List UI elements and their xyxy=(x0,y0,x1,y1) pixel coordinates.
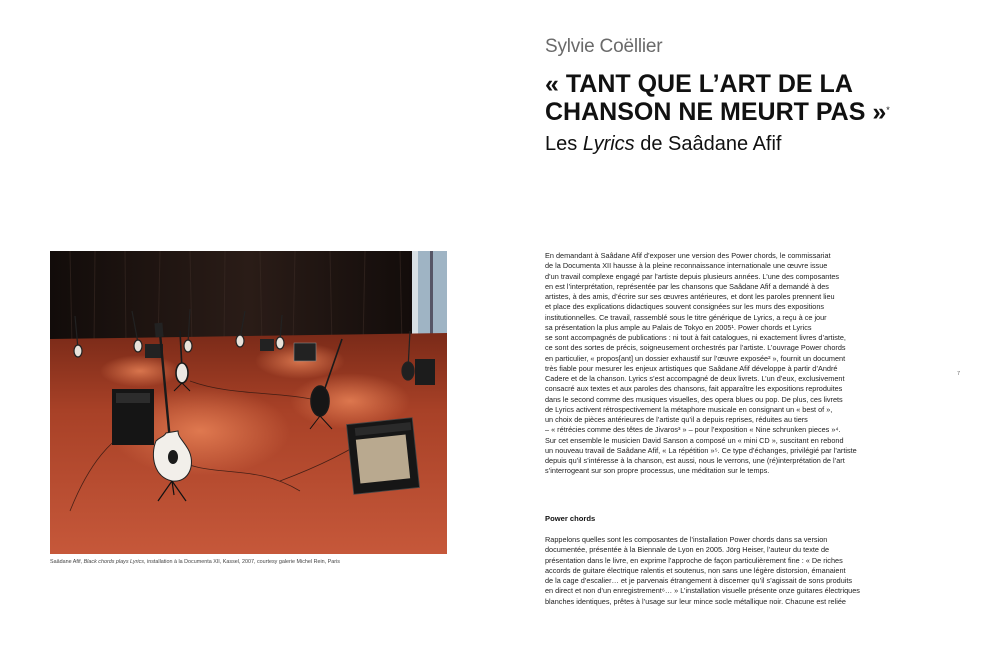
body-line: institutionnelles. Ce travail, rassemblé sous le titre générique de Lyrics, a reçu à ce jour xyxy=(545,312,827,322)
caption-pre: Saâdane Afif, xyxy=(50,559,84,565)
subtitle-italic: Lyrics xyxy=(582,133,635,155)
subtitle-post: de Saâdane Afif xyxy=(634,133,782,155)
author-name: Sylvie Coëllier xyxy=(545,36,663,57)
section-line: blanches identiques, prêtes à l’usage sur leur mince socle métallique noir. Chacune est reliée xyxy=(545,596,846,606)
body-line: artistes, à des amis, d’écrire sur ses œuvres antérieures, et dont les paroles prennent lieu xyxy=(545,292,835,301)
body-line: dans le second comme des musiques visuelles, des opera blues ou pop. De plus, ces livrets xyxy=(545,394,843,404)
section-line: Rappelons quelles sont les composantes de l’installation Power chords dans sa version xyxy=(545,535,828,544)
body-line: un choix de pièces antérieures de l’artiste qu’il a depuis reprises, réduites au tiers xyxy=(545,415,808,424)
body-line: ce sont des sortes de précis, soigneusement orchestrés par l’artiste. L’ouvrage Power chords xyxy=(545,343,846,353)
title-line-1: « TANT QUE L’ART DE LA xyxy=(545,70,853,98)
installation-photo xyxy=(50,251,447,554)
section-heading: Power chords xyxy=(545,514,596,523)
body-line: d’un travail complexe engagé par l’artiste depuis plusieurs années. L’une des composantes xyxy=(545,271,840,281)
body-line: un nouveau travail de Saâdane Afif, « La répétition »⁵. Ce type d’échanges, privilégié par l’artiste xyxy=(545,445,857,455)
page-number: 7 xyxy=(957,371,961,377)
body-line: et place des explications didactiques souvent consignées sur les murs des expositions xyxy=(545,302,825,312)
body-line: sa présentation la plus ample au Palais de Tokyo en 2005¹. Power chords et Lyrics xyxy=(545,322,812,332)
body-line: en est l’interprétation, représentée par les chansons que Saâdane Afif a demandé à des xyxy=(545,281,829,291)
title-footnote-mark: * xyxy=(886,105,890,115)
body-paragraph xyxy=(545,251,945,477)
body-line: – « rétrécies comme des têtes de Jivaros³ » – pour l’exposition « Nine schrunken pieces »⁴. xyxy=(545,425,841,435)
section-paragraph xyxy=(545,535,945,607)
section-line: de la cage d’escalier… et je parvenais étrangement à discerner qu’il s’agissait de sons produits xyxy=(545,576,853,585)
section-line: en direct et non d’un enregistrement⁶… » L’installation visuelle présente onze guitares électriques xyxy=(545,586,860,596)
body-line: depuis qu’il s’intéresse à la chanson, est aussi, nous le verrons, une (ré)interprétation de l’art xyxy=(545,456,845,465)
title-line-2-text: CHANSON NE MEURT PAS » xyxy=(545,98,887,126)
article-title xyxy=(545,70,965,126)
body-line: de Lyrics activent rétrospectivement la métaphore musicale en consignant un « best of », xyxy=(545,404,833,414)
section-line: présentation dans le livre, en exprime l’approche de façon particulièrement fine : « De riches xyxy=(545,555,843,565)
body-line: Cadere et de la chanson. Lyrics s’est accompagné de deux livrets. L’un d’eux, exclusivement xyxy=(545,374,845,383)
subtitle-pre: Les xyxy=(545,133,583,155)
installation-photo-illustration xyxy=(50,251,447,554)
body-line: En demandant à Saâdane Afif d’exposer une version des Power chords, le commissariat xyxy=(545,251,831,260)
section-line: accords de guitare électrique ralentis et soutenus, non sans une légère distorsion, émanaient xyxy=(545,565,846,575)
body-line: très fiable pour mesurer les enjeux artistiques que Saâdane Afif développe à partir d’André xyxy=(545,363,838,373)
body-line: en particulier, « propos[ant] un dossier exhaustif sur l’œuvre exposée² », fournit un document xyxy=(545,353,846,363)
section-line: documentée, présentée à la Biennale de Lyon en 2005. Jörg Heiser, l’auteur du texte de xyxy=(545,545,830,555)
title-line-2 xyxy=(545,98,965,126)
caption-italic: Black chords plays Lyrics xyxy=(83,559,144,565)
body-line: s’interrogeant sur son propre processus, une méditation sur le temps. xyxy=(545,466,770,476)
caption-post: , installation à la Documenta XII, Kassel, 2007, courtesy galerie Michel Rein, Paris xyxy=(144,559,340,565)
article-subtitle xyxy=(545,133,781,156)
body-line: Sur cet ensemble le musicien David Sanson a composé un « mini CD », suscitant en rebond xyxy=(545,435,844,445)
body-line: consacré aux textes et aux paroles des chansons, fait apparaître les expositions reproduites xyxy=(545,384,843,394)
photo-caption xyxy=(50,559,450,565)
body-line: se sont accompagnés de publications : ni tout à fait catalogues, ni exactement livres d’artiste, xyxy=(545,333,846,342)
body-line: de la Documenta XII hausse à la pleine reconnaissance internationale une œuvre issue xyxy=(545,261,828,271)
